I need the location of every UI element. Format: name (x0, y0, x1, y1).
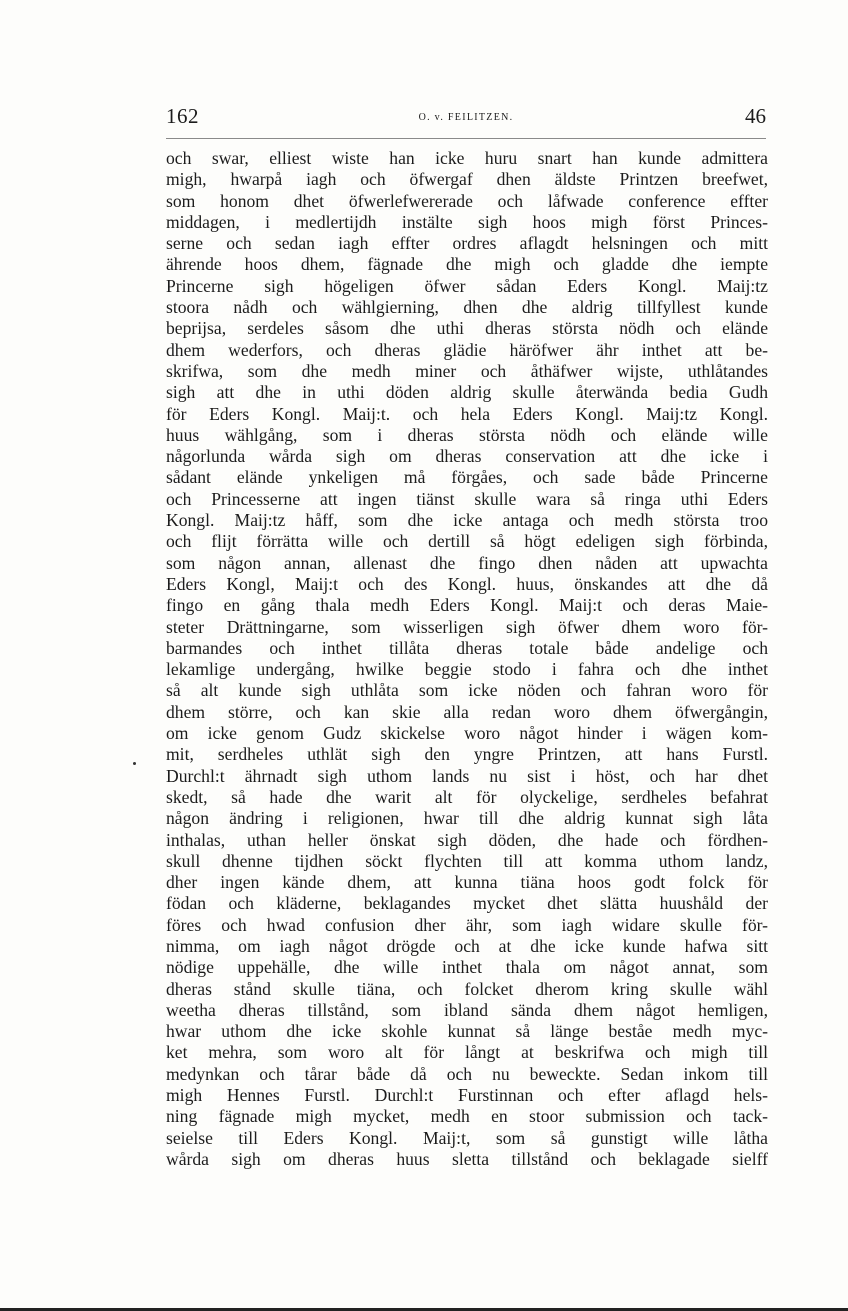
text-line: sigh att dhe in uthi döden aldrig skulle återwända bedia Gudh (166, 382, 768, 403)
text-line: så alt kunde sigh uthlåta som icke nöden och fahran woro för (166, 680, 768, 701)
text-line: skull dhenne tijdhen söckt flychten till att komma uthom landz, (166, 850, 768, 871)
text-line: hwar uthom dhe icke skohle kunnat så länge beståe medh myc- (166, 1021, 768, 1042)
text-line: Durchl:t ährnadt sigh uthom lands nu sist i höst, och har dhet (166, 765, 768, 786)
text-line: medynkan och tårar både då och nu beweckte. Sedan inkom till (166, 1063, 768, 1084)
text-line: steter Drättningarne, som wisserligen sigh öfwer dhem woro för- (166, 616, 768, 637)
text-line: inthalas, uthan heller önskat sigh döden, dhe hade och fördhen- (166, 829, 768, 850)
text-line: middagen, i medlertijdh instälte sigh hoos migh först Princes- (166, 211, 768, 232)
text-line: weetha dheras tillstånd, som ibland sända dhem något hemligen, (166, 999, 768, 1020)
text-line: migh, hwarpå iagh och öfwergaf dhen äldste Printzen breefwet, (166, 169, 768, 190)
text-line: föres och hwad confusion dher ähr, som iagh widare skulle för- (166, 914, 768, 935)
text-line: dhem wederfors, och dheras glädie häröfwer ähr inthet att be- (166, 339, 768, 360)
text-line: stoora nådh och wählgierning, dhen dhe aldrig tillfyllest kunde (166, 297, 768, 318)
text-line: och Princesserne att ingen tiänst skulle wara så ringa uthi Eders (166, 488, 768, 509)
text-line: som honom dhet öfwerlefwererade och låfwade conference effter (166, 190, 768, 211)
text-line: skrifwa, som dhe medh miner och åthäfwer wijste, uthlåtandes (166, 360, 768, 381)
text-line: och flijt förrätta wille och dertill så högt edeligen sigh förbinda, (166, 531, 768, 552)
text-line: wårda sigh om dheras huus sletta tillstånd och beklagade sielff (166, 1148, 768, 1169)
text-line: fingo en gång thala medh Eders Kongl. Maij:t och deras Maie- (166, 595, 768, 616)
text-line: för Eders Kongl. Maij:t. och hela Eders Kongl. Maij:tz Kongl. (166, 403, 768, 424)
text-line: Kongl. Maij:tz håff, som dhe icke antaga och medh största troo (166, 510, 768, 531)
text-line: nimma, om iagh något drögde och at dhe icke kunde hafwa sitt (166, 935, 768, 956)
text-line: ährende hoos dhem, fägnade dhe migh och gladde dhe iempte (166, 254, 768, 275)
text-line: någon ändring i religionen, hwar till dhe aldrig kunnat sigh låta (166, 808, 768, 829)
text-line: Eders Kongl, Maij:t och des Kongl. huus, önskandes att dhe då (166, 573, 768, 594)
margin-mark (133, 762, 136, 765)
text-line: dheras stånd skulle tiäna, och folcket dherom kring skulle wähl (166, 978, 768, 999)
page-number: 162 (166, 104, 199, 128)
text-line: födan och kläderne, beklagandes mycket dhet slätta huushåld der (166, 893, 768, 914)
text-line: mit, serdheles uthlät sigh den yngre Printzen, att hans Furstl. (166, 744, 768, 765)
text-line: serne och sedan iagh effter ordres aflagdt helsningen och mitt (166, 233, 768, 254)
header-rule (166, 138, 766, 139)
text-line: skedt, så hade dhe warit alt för olyckelige, serdheles befahrat (166, 786, 768, 807)
text-line: barmandes och inthet tillåta dheras totale både andelige och (166, 637, 768, 658)
volume-number: 46 (745, 104, 766, 128)
text-line: dhem större, och kan skie alla redan woro dhem öfwergångin, (166, 701, 768, 722)
text-line: huus wählgång, som i dheras största nödh och elände wille (166, 424, 768, 445)
body-text (166, 148, 768, 1170)
text-line: dher ingen kände dhem, att kunna tiäna hoos godt folck för (166, 872, 768, 893)
running-head: O. v. FEILITZEN. (418, 112, 514, 123)
text-line: nödige uppehälle, dhe wille inthet thala om något annat, som (166, 957, 768, 978)
text-line: lekamlige undergång, hwilke beggie stodo i fahra och dhe inthet (166, 659, 768, 680)
text-line: om icke genom Gudz skickelse woro något hinder i wägen kom- (166, 723, 768, 744)
text-line: Princerne sigh högeligen öfwer sådan Eders Kongl. Maij:tz (166, 275, 768, 296)
text-line: sådant elände ynkeligen må förgåes, och sade både Princerne (166, 467, 768, 488)
text-line: som någon annan, allenast dhe fingo dhen nåden att upwachta (166, 552, 768, 573)
text-line: ning fägnade migh mycket, medh en stoor submission och tack- (166, 1106, 768, 1127)
text-line: seielse till Eders Kongl. Maij:t, som så gunstigt wille låtha (166, 1127, 768, 1148)
text-line: ket mehra, som woro alt för långt at beskrifwa och migh till (166, 1042, 768, 1063)
text-line: någorlunda wårda sigh om dheras conservation att dhe icke i (166, 446, 768, 467)
page-header (166, 104, 766, 134)
text-line: beprijsa, serdeles såsom dhe uthi dheras största nödh och elände (166, 318, 768, 339)
text-line: migh Hennes Furstl. Durchl:t Furstinnan och efter aflagd hels- (166, 1085, 768, 1106)
text-line: och swar, elliest wiste han icke huru snart han kunde admittera (166, 148, 768, 168)
